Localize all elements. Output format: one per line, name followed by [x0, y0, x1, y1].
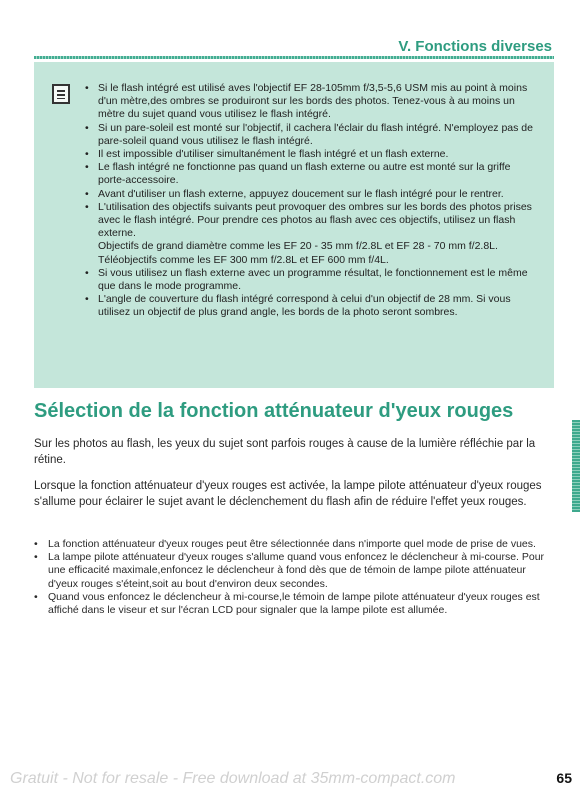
note-item: • Si le flash intégré est utilisé aves l'objectif EF 28-105mm f/3,5-5,6 USM mis au point à moins d'un mètre,des ombres se produiront sur les bords des photos. Tenez-vous à au moins un mètre du sujet quand vous utilisez le flash intégré.	[82, 82, 534, 122]
section-header: V. Fonctions diverses	[398, 38, 552, 55]
note-item: • Le flash intégré ne fonctionne pas quand un flash externe ou autre est monté sur la griffe porte-accessoire.	[82, 161, 534, 187]
feature-item: • Quand vous enfoncez le déclencheur à mi-course,le témoin de lampe pilote atténuateur d'yeux rouges est affiché dans le viseur et sur l'écran LCD pour signaler que la lampe pilote est allumée.	[34, 591, 554, 617]
note-item: • Si un pare-soleil est monté sur l'objectif, il cachera l'éclair du flash intégré. N'employez pas de pare-soleil quand vous utilisez le flash intégré.	[82, 122, 534, 148]
feature-item: • La fonction atténuateur d'yeux rouges peut être sélectionnée dans n'importe quel mode de prise de vues.	[34, 538, 554, 551]
memo-icon	[52, 84, 70, 104]
note-list	[82, 82, 534, 320]
footer-watermark: Gratuit - Not for resale - Free download at 35mm-compact.com	[10, 770, 456, 787]
feature-item: • La lampe pilote atténuateur d'yeux rouges s'allume quand vous enfoncez le déclencheur à mi-course. Pour une efficacité maximale,enfoncez le déclencheur à fond dès que de témoin de lampe pilote atténuateur d'yeux rouges s'éteint,soit au bout d'environ deux secondes.	[34, 551, 554, 591]
page-number: 65	[556, 770, 572, 786]
side-tab	[572, 420, 580, 512]
description-paragraph: Lorsque la fonction atténuateur d'yeux rouges est activée, la lampe pilote atténuateur d'yeux rouges s'allume pour éclairer le sujet avant le déclenchement du flash afin de réduire l'effet yeux rouges.	[34, 480, 542, 508]
intro-paragraph: Sur les photos au flash, les yeux du sujet sont parfois rouges à cause de la lumière réfléchie par la rétine.	[34, 438, 536, 466]
note-item: • L'angle de couverture du flash intégré correspond à celui d'un objectif de 28 mm. Si vous utilisez un objectif de plus grand angle, les bords de la photo seront sombres.	[82, 293, 534, 319]
note-item: • Il est impossible d'utiliser simultanément le flash intégré et un flash externe.	[82, 148, 534, 161]
note-item: • Avant d'utiliser un flash externe, appuyez doucement sur le flash intégré pour le rentrer.	[82, 188, 534, 201]
feature-list	[34, 538, 554, 617]
note-box	[34, 62, 554, 388]
main-heading: Sélection de la fonction atténuateur d'yeux rouges	[34, 400, 514, 422]
note-item: • Si vous utilisez un flash externe avec un programme résultat, le fonctionnement est le même que dans le mode programme.	[82, 267, 534, 293]
header-rule	[34, 56, 554, 59]
note-item: • L'utilisation des objectifs suivants peut provoquer des ombres sur les bords des photos prises avec le flash intégré. Pour prendre ces photos au flash avec ces objectifs, utilisez un flash externe. Objectifs de grand diamètre comme les EF 20 - 35 mm f/2.8L et EF 28 - 70 mm f/2.8L. Téléobjectifs comme les EF 300 mm f/2.8L et EF 600 mm f/4L.	[82, 201, 534, 267]
